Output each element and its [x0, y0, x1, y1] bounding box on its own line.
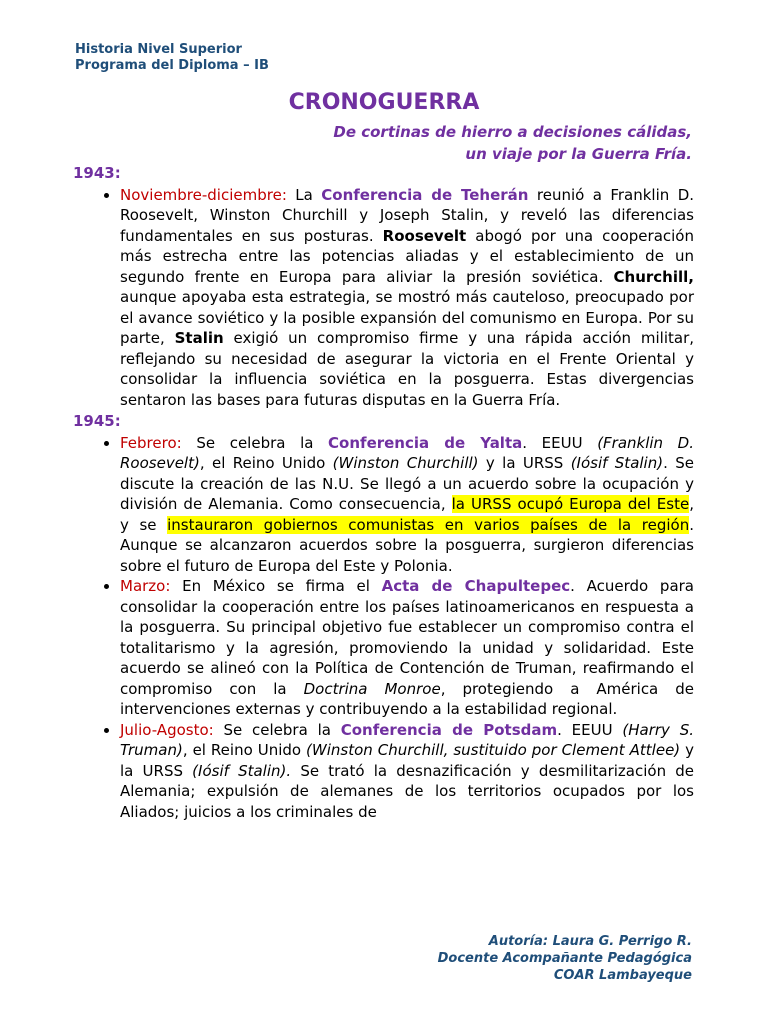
event-potsdam [120, 720, 694, 823]
conference-name: Conferencia de Teherán [321, 185, 529, 204]
leader-name: Stalin [174, 329, 224, 347]
events-list-1945 [73, 433, 694, 823]
footer-school: COAR Lambayeque [553, 968, 692, 983]
event-date: Julio-Agosto: [120, 720, 214, 739]
event-text: . EEUU [522, 433, 598, 452]
conference-name: Acta de Chapultepec [381, 577, 571, 595]
header-program: Programa del Diploma – IB [75, 58, 269, 73]
event-date: Noviembre-diciembre: [120, 185, 287, 204]
leader-italic: (Franklin D. Roosevelt) [120, 433, 695, 472]
highlighted-text: instauraron gobiernos comunistas en varios países de la región [167, 515, 690, 534]
event-text: exigió un compromiso firme y una rápida acción militar, reflejando su necesidad de asegurar la victoria en el Frente Oriental y consolidar la influencia soviética en la posguerra. Estas divergencias sentaron las bases para futuras disputas en la Guerra Fría. [120, 329, 695, 409]
event-text: . EEUU [557, 720, 623, 739]
conference-name: Conferencia de Potsdam [340, 720, 558, 739]
event-text: . Aunque se alcanzaron acuerdos sobre la posguerra, surgieron diferencias sobre el futuro de Europa del Este y Polonia. [120, 515, 694, 575]
page-subtitle [333, 121, 692, 165]
event-date: Febrero: [120, 433, 182, 452]
document-header [75, 42, 269, 74]
event-text: , el Reino Unido [182, 741, 307, 759]
leader-name: Churchill, [613, 267, 694, 286]
event-text: y la URSS [478, 454, 571, 472]
event-text: aunque apoyaba esta estrategia, se mostró más cauteloso, preocupado por el avance soviético y la posible expansión del comunismo en Europa. Por su parte, [120, 288, 694, 347]
leader-italic: (Iósif Stalin). [192, 761, 292, 780]
leader-name: Roosevelt [382, 226, 467, 245]
events-list-1943 [73, 185, 694, 411]
event-text: Se trató la desnazificación y desmilitarización de Alemania; expulsión de alemanes de los territorios ocupados por los Aliados; juicios a los criminales de [120, 761, 695, 821]
year-heading-1943: 1943: [73, 164, 121, 182]
event-text: . Acuerdo para consolidar la cooperación entre los países latinoamericanos en respuesta a la posguerra. Su principal objetivo fue establecer un compromiso contra el totalitarismo y la agresión, promoviendo la unidad y solidaridad. Este acuerdo se alineó con la Política de Contención de Truman, reafirmando el compromiso con la [120, 577, 694, 698]
leader-italic: (Winston Churchill, sustituido por Clement Attlee) [306, 741, 681, 759]
event-teheran [120, 185, 694, 411]
timeline-content [73, 162, 694, 822]
event-yalta [120, 433, 694, 577]
highlighted-text: la URSS ocupó Europa del Este [451, 495, 690, 513]
footer-author: Autoría: Laura G. Perrigo R. [488, 934, 692, 949]
event-text: , y se [120, 495, 694, 534]
year-heading-1945: 1945: [73, 412, 121, 430]
doctrine-italic: Doctrina Monroe [303, 679, 441, 698]
event-chapultepec [120, 576, 694, 720]
footer-role: Docente Acompañante Pedagógica [437, 951, 692, 966]
event-date: Marzo: [120, 577, 171, 595]
leader-italic: (Winston Churchill) [332, 454, 479, 472]
subtitle-line-2: un viaje por la Guerra Fría. [465, 145, 692, 163]
event-text: La [286, 185, 322, 204]
event-text: , el Reino Unido [199, 454, 333, 472]
event-text: . Se discute la creación de las N.U. Se llegó a un acuerdo sobre la ocupación y división de Alemania. Como consecuencia, [120, 454, 694, 513]
event-text: y la URSS [120, 741, 694, 780]
event-text: Se celebra la [181, 433, 329, 452]
leader-italic: (Harry S. Truman) [120, 720, 695, 759]
leader-italic: (Iósif Stalin) [570, 454, 664, 472]
event-text: Se celebra la [213, 720, 341, 739]
author-footer [438, 933, 692, 984]
conference-name: Conferencia de Yalta [328, 433, 523, 452]
event-text: , protegiendo a América de intervenciones externas y contribuyendo a la estabilidad regional. [120, 679, 694, 718]
header-course: Historia Nivel Superior [75, 42, 242, 57]
event-text: abogó por una cooperación más estrecha entre las potencias aliadas y el establecimiento de un segundo frente en Europa para aliviar la presión soviética. [120, 226, 694, 286]
event-text: En México se firma el [170, 577, 382, 595]
event-text: reunió a Franklin D. Roosevelt, Winston Churchill y Joseph Stalin, y reveló las diferencias fundamentales en sus posturas. [120, 185, 695, 245]
page-title: CRONOGUERRA [288, 90, 480, 115]
subtitle-line-1: De cortinas de hierro a decisiones cálidas, [333, 123, 692, 141]
